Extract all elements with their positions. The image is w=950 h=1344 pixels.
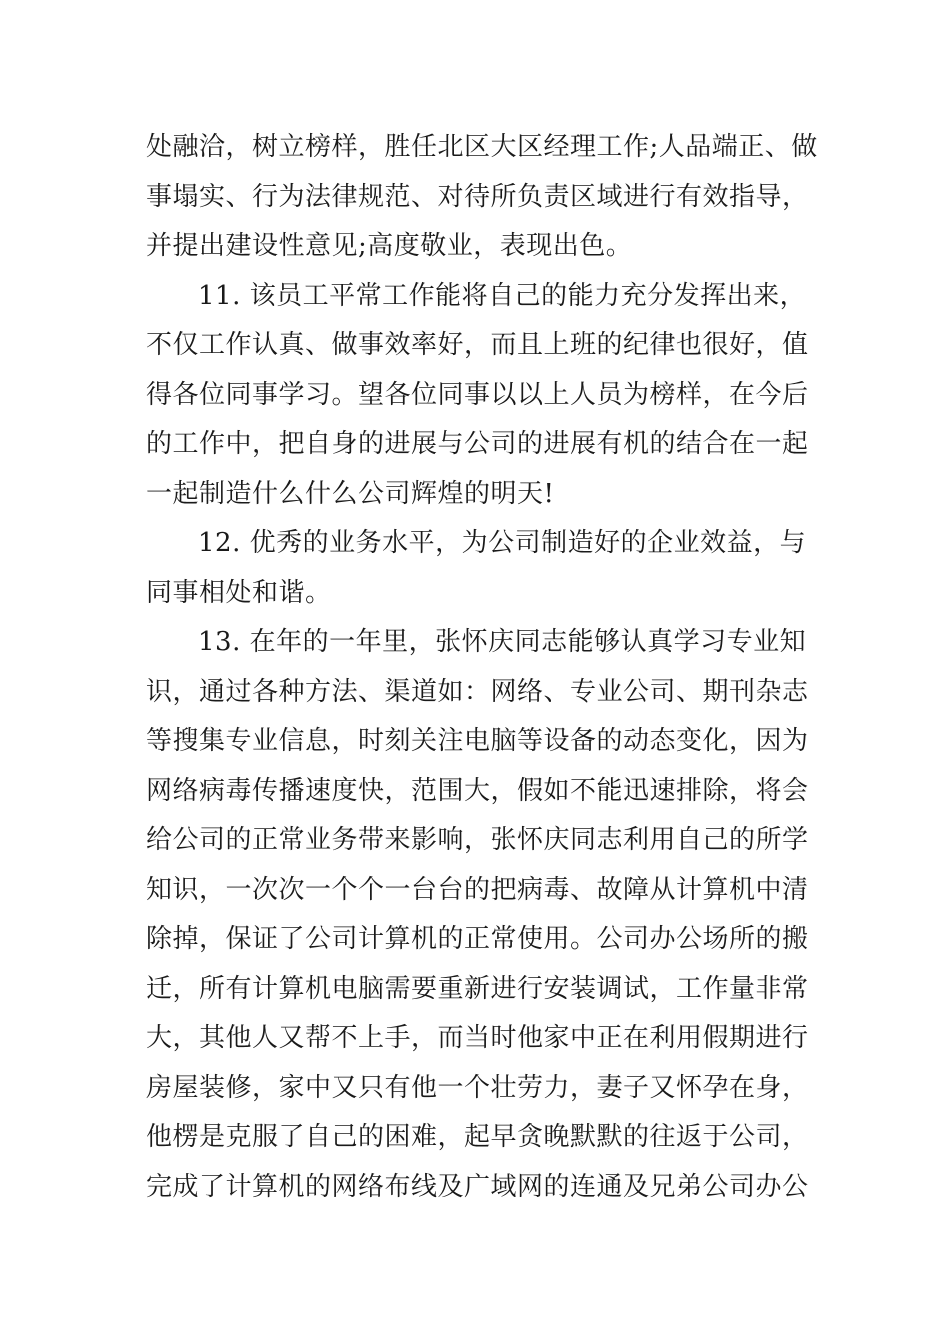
text-line: 处融洽，树立榜样，胜任北区大区经理工作;人品端正、做 xyxy=(146,132,818,162)
text-line: 给公司的正常业务带来影响，张怀庆同志利用自己的所学 xyxy=(146,825,809,855)
paragraph-item-11 xyxy=(146,272,808,520)
text-line: 并提出建设性意见;高度敬业，表现出色。 xyxy=(146,231,633,261)
text-line: 网络病毒传播速度快，范围大，假如不能迅速排除，将会 xyxy=(146,775,809,806)
text-line: 除掉，保证了公司计算机的正常使用。公司办公场所的搬 xyxy=(146,924,809,954)
paragraph-1 xyxy=(146,123,818,272)
text-line: 12. 优秀的业务水平，为公司制造好的企业效益，与 xyxy=(198,528,807,558)
text-line: 知识，一次次一个个一台台的把病毒、故障从计算机中清 xyxy=(146,874,809,905)
text-line: 大，其他人又帮不上手，而当时他家中正在利用假期进行 xyxy=(146,1023,809,1053)
paragraph-item-13 xyxy=(146,618,808,1212)
text-line: 得各位同事学习。望各位同事以以上人员为榜样，在今后 xyxy=(146,379,809,410)
text-line: 识，通过各种方法、渠道如：网络、专业公司、期刊杂志 xyxy=(146,676,809,707)
text-line: 的工作中，把自身的进展与公司的进展有机的结合在一起 xyxy=(146,429,809,459)
text-line: 13. 在年的一年里，张怀庆同志能够认真学习专业知 xyxy=(198,627,807,657)
text-line: 同事相处和谐。 xyxy=(146,577,332,608)
text-line: 事塌实、行为法律规范、对待所负责区域进行有效指导， xyxy=(146,181,809,212)
document-body xyxy=(146,123,818,1212)
text-line: 11. 该员工平常工作能将自己的能力充分发挥出来， xyxy=(198,280,807,311)
text-line: 等搜集专业信息，时刻关注电脑等设备的动态变化，因为 xyxy=(146,726,809,756)
text-line: 他楞是克服了自己的困难，起早贪晚默默的往返于公司， xyxy=(146,1122,809,1152)
text-line: 不仅工作认真、做事效率好，而且上班的纪律也很好，值 xyxy=(146,330,809,360)
text-line: 完成了计算机的网络布线及广域网的连通及兄弟公司办公 xyxy=(146,1171,809,1202)
paragraph-item-12 xyxy=(146,519,808,618)
text-line: 房屋装修，家中又只有他一个壮劳力，妻子又怀孕在身， xyxy=(146,1072,809,1103)
text-line: 一起制造什么什么公司辉煌的明天! xyxy=(146,478,555,509)
text-line: 迁，所有计算机电脑需要重新进行安装调试，工作量非常 xyxy=(146,973,809,1004)
